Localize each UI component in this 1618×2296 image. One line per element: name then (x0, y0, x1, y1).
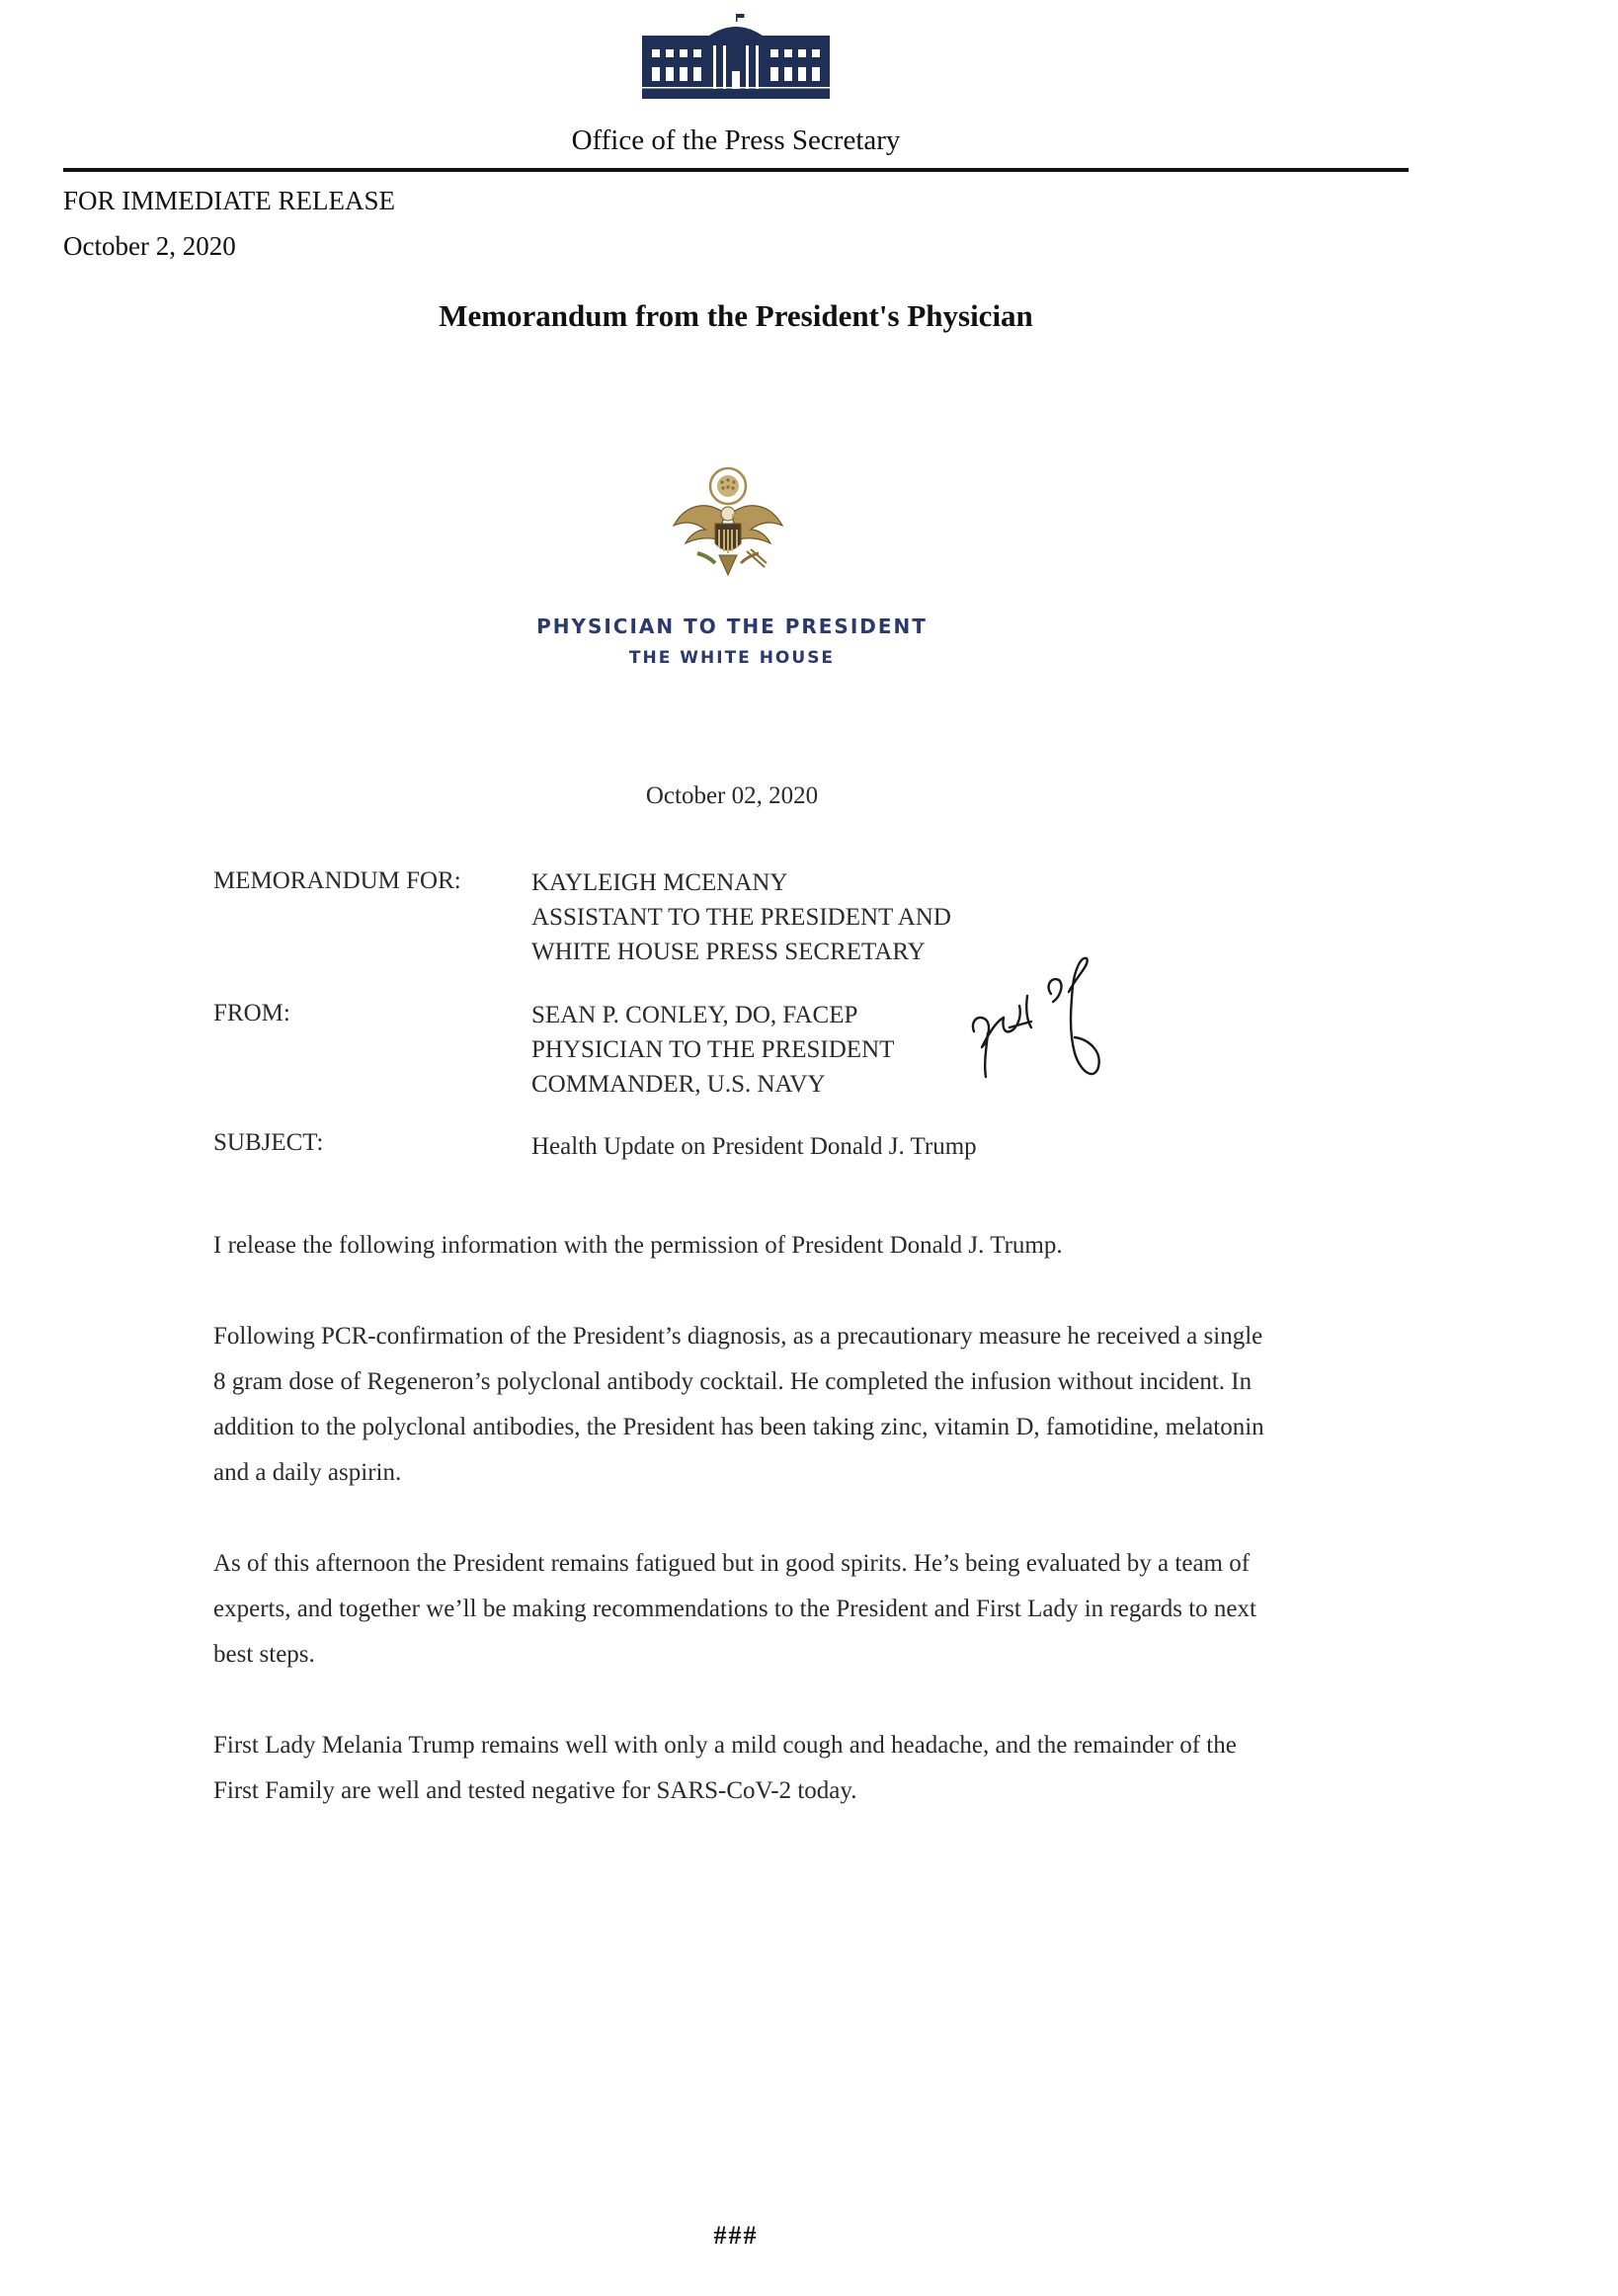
release-block (63, 178, 395, 269)
sender-line: PHYSICIAN TO THE PRESIDENT (531, 1036, 895, 1063)
memo-for-recipient (531, 865, 951, 969)
office-title: Office of the Press Secretary (571, 124, 901, 156)
memo-date: October 02, 2020 (645, 782, 819, 809)
memo-from-sender (531, 998, 894, 1102)
presidential-seal-eagle-icon (668, 464, 788, 587)
letterhead-title: PHYSICIAN TO THE PRESIDENT (536, 615, 928, 638)
body-paragraph: As of this afternoon the President remains fatigued but in good spirits. He’s being evaluated by a team of experts, and together we’ll be making recommendations to the President and First Lady in regards to next best steps. (213, 1550, 1256, 1668)
memo-subject: Health Update on President Donald J. Trump (531, 1133, 977, 1160)
memo-from-label: FROM: (213, 1000, 290, 1026)
handwritten-signature (966, 956, 1114, 1091)
memo-for-label: MEMORANDUM FOR: (213, 867, 461, 894)
white-house-building-icon (642, 14, 830, 105)
release-label: FOR IMMEDIATE RELEASE (63, 186, 395, 215)
sender-line: COMMANDER, U.S. NAVY (531, 1071, 826, 1098)
recipient-line: WHITE HOUSE PRESS SECRETARY (531, 939, 926, 965)
recipient-line: KAYLEIGH MCENANY (531, 869, 788, 896)
body-paragraph: I release the following information with the permission of President Donald J. Trump. (213, 1232, 1063, 1259)
header-divider (63, 168, 1409, 172)
page-title: Memorandum from the President's Physician (439, 298, 1033, 333)
letterhead-subtitle: THE WHITE HOUSE (628, 648, 836, 668)
memo-subject-label: SUBJECT: (213, 1129, 324, 1156)
body-paragraph: First Lady Melania Trump remains well with only a mild cough and headache, and the remainder of the First Family are well and tested negative for SARS-CoV-2 today. (213, 1732, 1237, 1804)
sender-line: SEAN P. CONLEY, DO, FACEP (531, 1002, 858, 1028)
body-paragraph: Following PCR-confirmation of the President’s diagnosis, as a precautionary measure he received a single 8 gram dose of Regeneron’s polyclonal antibody cocktail. He completed the infusion without incident. In addition to the polyclonal antibodies, the President has been taking zinc, vitamin D, famotidine, melatonin and a daily aspirin. (213, 1323, 1264, 1486)
end-of-release-mark: ### (713, 2221, 759, 2250)
release-date: October 2, 2020 (63, 231, 236, 261)
recipient-line: ASSISTANT TO THE PRESIDENT AND (531, 904, 951, 931)
